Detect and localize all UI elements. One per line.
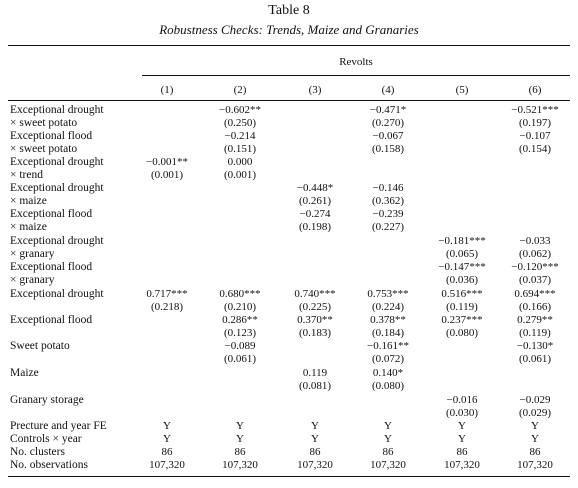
table-subtitle: Robustness Checks: Trends, Maize and Granaries (159, 22, 419, 37)
row-label: Exceptional drought (10, 288, 104, 300)
table-cell: Y (458, 420, 466, 432)
table-cell: 86 (529, 446, 541, 458)
table-cell: Y (236, 433, 244, 445)
table-cell: Y (311, 420, 319, 432)
col-header: (5) (455, 84, 469, 96)
table-cell: (0.001) (150, 169, 184, 181)
table-cell: (0.081) (298, 380, 332, 392)
table-cell: Y (311, 433, 319, 445)
table-cell: −0.214 (224, 130, 256, 142)
table-cell: 0.378** (370, 314, 406, 326)
table-cell: 107,320 (149, 459, 185, 471)
table-cell: (0.062) (518, 248, 552, 260)
table-cell: −0.146 (372, 182, 404, 194)
table-cell: 0.516*** (441, 288, 483, 300)
table-cell: 0.680*** (219, 288, 261, 300)
table-cell: Y (163, 420, 171, 432)
table-cell: −0.239 (372, 208, 404, 220)
row-label: No. clusters (10, 446, 65, 458)
table-cell: (0.065) (445, 248, 479, 260)
row-label: Exceptional flood (10, 208, 93, 220)
row-label: Maize (10, 367, 39, 379)
table-cell: 0.286** (222, 314, 258, 326)
table-cell: (0.061) (518, 353, 552, 365)
table-cell: 0.279** (517, 314, 553, 326)
table-cell: (0.183) (298, 327, 332, 339)
col-header: (2) (233, 84, 247, 96)
table-cell: −0.107 (519, 130, 551, 142)
table-title: Table 8 (268, 3, 310, 18)
bottom-rule (8, 476, 570, 477)
row-label: Exceptional flood (10, 130, 93, 142)
table-cell: (0.197) (518, 117, 552, 129)
table-cell: 86 (234, 446, 246, 458)
table-cell: −0.181*** (438, 235, 486, 247)
table-cell: −0.033 (519, 235, 551, 247)
table-cell: −0.120*** (511, 261, 559, 273)
table-cell: 107,320 (222, 459, 258, 471)
table-cell: (0.123) (223, 327, 257, 339)
table-cell: (0.210) (223, 301, 257, 313)
row-label: Granary storage (10, 394, 84, 406)
group-header: Revolts (339, 56, 373, 68)
row-label: × sweet potato (10, 143, 78, 155)
table-cell: 107,320 (444, 459, 480, 471)
header-rule (8, 100, 570, 101)
table-cell: Y (384, 420, 392, 432)
table-cell: Y (384, 433, 392, 445)
table-cell: Y (236, 420, 244, 432)
row-label: Sweet potato (10, 340, 70, 352)
table-cell: −0.602** (219, 104, 261, 116)
table-cell: (0.166) (518, 301, 552, 313)
table-cell: (0.151) (223, 143, 257, 155)
table-cell: 0.740*** (294, 288, 336, 300)
table-cell: (0.030) (445, 407, 479, 419)
table-cell: (0.218) (150, 301, 184, 313)
row-label: Controls × year (10, 433, 82, 445)
table-cell: 0.237*** (441, 314, 483, 326)
table-cell: 107,320 (297, 459, 333, 471)
row-label: × maize (10, 221, 47, 233)
table-cell: −0.089 (224, 340, 256, 352)
table-cell: (0.119) (446, 301, 478, 313)
table-cell: (0.061) (223, 353, 257, 365)
table-cell: (0.225) (298, 301, 332, 313)
table-cell: (0.001) (223, 169, 257, 181)
table-cell: (0.072) (371, 353, 405, 365)
table-cell: (0.227) (371, 221, 405, 233)
group-rule (142, 75, 570, 76)
row-label: × sweet potato (10, 117, 78, 129)
table-cell: (0.198) (298, 221, 332, 233)
table-cell: 0.717*** (146, 288, 188, 300)
table-cell: (0.037) (518, 274, 552, 286)
table-cell: −0.067 (372, 130, 404, 142)
table-cell: −0.029 (519, 394, 551, 406)
row-label: Exceptional drought (10, 182, 104, 194)
row-label: Precture and year FE (10, 420, 107, 432)
row-label: Exceptional drought (10, 156, 104, 168)
table-cell: (0.158) (371, 143, 405, 155)
table-cell: 86 (309, 446, 321, 458)
row-label: Exceptional flood (10, 261, 93, 273)
col-header: (1) (160, 84, 174, 96)
row-label: × maize (10, 195, 47, 207)
table-cell: (0.119) (519, 327, 551, 339)
table-cell: Y (531, 433, 539, 445)
col-header: (4) (381, 84, 395, 96)
table-cell: (0.036) (445, 274, 479, 286)
table-cell: 0.140* (372, 367, 404, 379)
table-cell: −0.130* (516, 340, 554, 352)
table-cell: −0.448* (296, 182, 334, 194)
table-cell: (0.080) (445, 327, 479, 339)
row-label: × granary (10, 248, 55, 260)
row-label: Exceptional flood (10, 314, 93, 326)
table-cell: Y (458, 433, 466, 445)
table-cell: 107,320 (517, 459, 553, 471)
table-cell: 107,320 (370, 459, 406, 471)
table-cell: (0.080) (371, 380, 405, 392)
table-cell: Y (163, 433, 171, 445)
table-cell: (0.029) (518, 407, 552, 419)
table-cell: 86 (456, 446, 468, 458)
table-cell: (0.250) (223, 117, 257, 129)
table-cell: −0.147*** (438, 261, 486, 273)
row-label: No. observations (10, 459, 88, 471)
table-cell: 0.753*** (367, 288, 409, 300)
col-header: (6) (528, 84, 542, 96)
table-cell: (0.270) (371, 117, 405, 129)
table-cell: 0.370** (297, 314, 333, 326)
table-cell: 86 (382, 446, 394, 458)
row-label: Exceptional drought (10, 235, 104, 247)
table-cell: (0.362) (371, 195, 405, 207)
table-cell: −0.521*** (511, 104, 559, 116)
row-label: × granary (10, 274, 55, 286)
table-cell: −0.471* (369, 104, 407, 116)
table-cell: (0.154) (518, 143, 552, 155)
table-cell: −0.016 (446, 394, 478, 406)
table-cell: −0.001** (146, 156, 188, 168)
row-label: × trend (10, 169, 43, 181)
table-cell: 0.694*** (514, 288, 556, 300)
table-cell: (0.261) (298, 195, 332, 207)
table-cell: Y (531, 420, 539, 432)
table-cell: 0.119 (302, 367, 328, 379)
table-cell: −0.274 (299, 208, 331, 220)
table-cell: (0.224) (371, 301, 405, 313)
table-cell: 0.000 (227, 156, 253, 168)
table-cell: −0.161** (367, 340, 409, 352)
table-cell: (0.184) (371, 327, 405, 339)
col-header: (3) (308, 84, 322, 96)
top-rule (8, 45, 570, 46)
table-cell: 86 (161, 446, 173, 458)
row-label: Exceptional drought (10, 104, 104, 116)
